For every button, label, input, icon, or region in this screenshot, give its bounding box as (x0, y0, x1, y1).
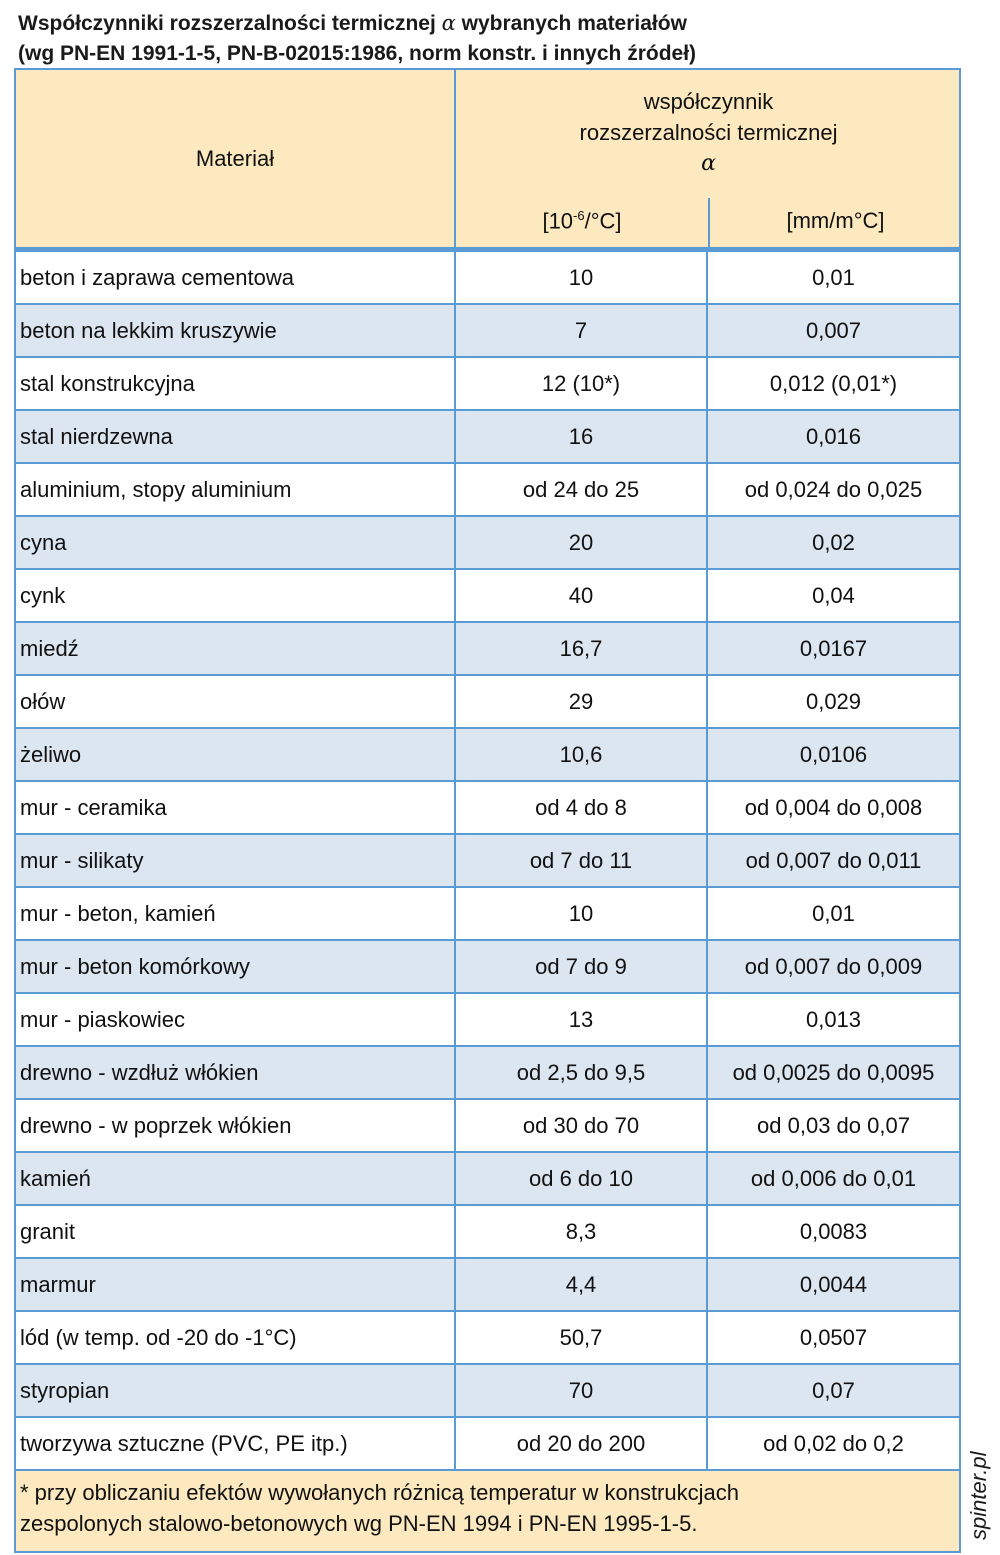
coef-per-degree-cell: 10 (456, 252, 708, 303)
coef-per-degree-cell: 4,4 (456, 1259, 708, 1310)
coef-mm-per-m-cell: od 0,03 do 0,07 (757, 1112, 910, 1138)
material-cell: marmur (16, 1259, 456, 1310)
coef-per-degree-cell: od 20 do 200 (456, 1418, 708, 1469)
material-cell: lód (w temp. od -20 do -1°C) (16, 1312, 456, 1363)
coefficient-header-line-1: współczynnik (643, 89, 774, 114)
coefficient-header-alpha: α (701, 151, 716, 176)
coef-per-degree-cell: od 6 do 10 (456, 1153, 708, 1204)
coef-mm-per-m-cell: 0,02 (812, 529, 855, 555)
coef-mm-per-m-cell: od 0,006 do 0,01 (750, 1165, 917, 1191)
coef-mm-per-m-cell: od 0,004 do 0,008 (744, 794, 923, 820)
coef-mm-per-m-cell: od 0,007 do 0,009 (744, 953, 923, 979)
table-row (16, 835, 959, 888)
table-row (16, 1206, 959, 1259)
coef-per-degree-cell: 50,7 (456, 1312, 708, 1363)
title-line-2: (wg PN-EN 1991-1-5, PN-B-02015:1986, norm konstr. i innych źródeł) (18, 42, 697, 65)
table-row (16, 252, 959, 305)
table-row (16, 729, 959, 782)
table-row (16, 676, 959, 729)
table-row (16, 1418, 959, 1471)
material-cell: mur - silikaty (16, 835, 456, 886)
table-row (16, 994, 959, 1047)
material-cell: aluminium, stopy aluminium (16, 464, 456, 515)
title-prefix: Współczynniki rozszerzalności termicznej (18, 12, 436, 35)
unit1-exponent: -6 (573, 208, 585, 223)
unit1-rest: /°C] (584, 208, 622, 234)
table-row (16, 1312, 959, 1365)
table-row (16, 517, 959, 570)
table-row (16, 623, 959, 676)
material-cell: kamień (16, 1153, 456, 1204)
table-row (16, 1047, 959, 1100)
table-row (16, 411, 959, 464)
material-column-header: Materiał (16, 70, 456, 247)
coef-per-degree-cell: 29 (456, 676, 708, 727)
coef-per-degree-cell: 10,6 (456, 729, 708, 780)
coef-per-degree-cell: 7 (456, 305, 708, 356)
table-row (16, 1365, 959, 1418)
coef-mm-per-m-cell: 0,0083 (799, 1218, 868, 1244)
material-cell: drewno - w poprzek włókien (16, 1100, 456, 1151)
table-row (16, 888, 959, 941)
coef-per-degree-cell: 16,7 (456, 623, 708, 674)
material-cell: cynk (16, 570, 456, 621)
unit-header-mm-per-m: [mm/m°C] (786, 208, 885, 233)
material-cell: cyna (16, 517, 456, 568)
material-cell: tworzywa sztuczne (PVC, PE itp.) (16, 1418, 456, 1469)
coef-per-degree-cell: od 24 do 25 (456, 464, 708, 515)
coefficient-header-line-2: rozszerzalności termicznej (579, 120, 838, 145)
title-suffix: wybranych materiałów (461, 12, 687, 35)
material-cell: mur - piaskowiec (16, 994, 456, 1045)
coef-per-degree-cell: 10 (456, 888, 708, 939)
material-cell: beton i zaprawa cementowa (16, 252, 456, 303)
footnote (16, 1471, 959, 1551)
coef-mm-per-m-cell: 0,0507 (799, 1324, 868, 1350)
material-cell: stal nierdzewna (16, 411, 456, 462)
coef-mm-per-m-cell: od 0,0025 do 0,0095 (732, 1059, 935, 1085)
material-cell: mur - beton komórkowy (16, 941, 456, 992)
material-cell: styropian (16, 1365, 456, 1416)
coef-per-degree-cell: od 30 do 70 (456, 1100, 708, 1151)
coef-per-degree-cell: od 7 do 9 (456, 941, 708, 992)
coef-mm-per-m-cell: 0,07 (812, 1377, 855, 1403)
table-row (16, 305, 959, 358)
coef-mm-per-m-cell: 0,007 (805, 317, 862, 343)
material-cell: beton na lekkim kruszywie (16, 305, 456, 356)
coef-per-degree-cell: 12 (10*) (456, 358, 708, 409)
material-cell: mur - ceramika (16, 782, 456, 833)
coef-mm-per-m-cell: od 0,024 do 0,025 (744, 476, 923, 502)
coef-mm-per-m-cell: 0,01 (812, 264, 855, 290)
coef-mm-per-m-cell: od 0,02 do 0,2 (763, 1430, 904, 1456)
title-line-1 (18, 8, 978, 39)
coef-per-degree-cell: 8,3 (456, 1206, 708, 1257)
table-row (16, 1100, 959, 1153)
coefficient-column-header (456, 86, 961, 179)
table-row (16, 782, 959, 835)
table-row (16, 1153, 959, 1206)
footnote-line-2: zespolonych stalowo-betonowych wg PN-EN 1994 i PN-EN 1995-1-5. (20, 1511, 698, 1536)
table-body (16, 252, 959, 1471)
coef-mm-per-m-cell: 0,013 (805, 1006, 862, 1032)
coefficients-table (14, 68, 961, 1553)
table-row (16, 941, 959, 994)
coef-mm-per-m-cell: 0,012 (0,01*) (769, 370, 898, 396)
coef-mm-per-m-cell: 0,01 (812, 900, 855, 926)
material-cell: ołów (16, 676, 456, 727)
coef-per-degree-cell: od 7 do 11 (456, 835, 708, 886)
coef-mm-per-m-cell: 0,016 (805, 423, 862, 449)
footnote-line-1: * przy obliczaniu efektów wywołanych różnicą temperatur w konstrukcjach (20, 1480, 739, 1505)
coef-mm-per-m-cell: 0,0044 (799, 1271, 868, 1297)
unit1-base: [10 (542, 208, 574, 234)
coef-mm-per-m-cell: 0,0167 (799, 635, 868, 661)
coef-per-degree-cell: od 4 do 8 (456, 782, 708, 833)
coef-per-degree-cell: od 2,5 do 9,5 (456, 1047, 708, 1098)
coef-mm-per-m-cell: 0,029 (805, 688, 862, 714)
table-row (16, 358, 959, 411)
material-cell: stal konstrukcyjna (16, 358, 456, 409)
material-cell: żeliwo (16, 729, 456, 780)
coef-mm-per-m-cell: od 0,007 do 0,011 (745, 847, 922, 873)
material-cell: drewno - wzdłuż włókien (16, 1047, 456, 1098)
coef-mm-per-m-cell: 0,04 (812, 582, 855, 608)
table-row (16, 464, 959, 517)
coef-per-degree-cell: 16 (456, 411, 708, 462)
table-row (16, 570, 959, 623)
material-cell: mur - beton, kamień (16, 888, 456, 939)
watermark: spinter.pl (966, 1451, 991, 1540)
page-title (18, 8, 978, 69)
material-cell: miedź (16, 623, 456, 674)
coef-per-degree-cell: 70 (456, 1365, 708, 1416)
material-cell: granit (16, 1206, 456, 1257)
table-header (16, 70, 959, 252)
unit-header-per-degree (456, 208, 708, 234)
coef-mm-per-m-cell: 0,0106 (799, 741, 868, 767)
coef-per-degree-cell: 13 (456, 994, 708, 1045)
coef-per-degree-cell: 20 (456, 517, 708, 568)
table-row (16, 1259, 959, 1312)
coef-per-degree-cell: 40 (456, 570, 708, 621)
alpha-symbol: α (441, 11, 456, 35)
